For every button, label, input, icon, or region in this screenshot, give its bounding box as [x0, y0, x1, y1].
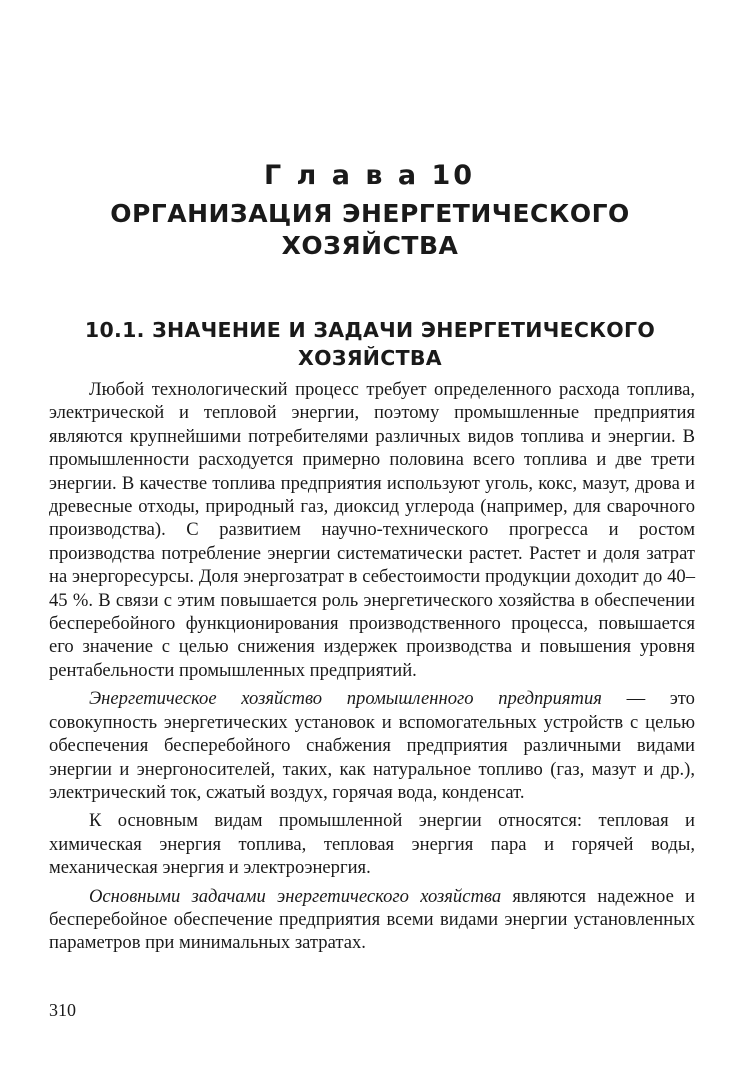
term-main-tasks: Основными задачами энергетического хозяйства	[89, 885, 502, 907]
paragraph-2	[49, 687, 695, 804]
paragraph-4-text: являются надежное и бесперебойное обеспечение предприятия всеми видами энергии установленных параметров при минимальных затратах.	[49, 885, 695, 954]
body-text	[49, 378, 695, 960]
section-title: 10.1. ЗНАЧЕНИЕ И ЗАДАЧИ ЭНЕРГЕТИЧЕСКОГО ХОЗЯЙСТВА	[84, 318, 656, 370]
chapter-title: ОРГАНИЗАЦИЯ ЭНЕРГЕТИЧЕСКОГО ХОЗЯЙСТВА	[110, 199, 630, 260]
paragraph-1: Любой технологический процесс требует определенного расхода топлива, электрической и тепловой энергии, поэтому промышленные предприятия являются крупнейшими потребителями различных видов топлива и энергии. В промышленности расходуется примерно половина всего топлива и две трети энергии. В качестве топлива предприятия используют уголь, кокс, мазут, дрова и древесные отходы, природный газ, диоксид углерода (например, для сварочного производства). С развитием научно-технического прогресса и ростом производства потребление энергии систематически растет. Растет и доля затрат на энергоресурсы. Доля энергозатрат в себестоимости продукции доходит до 40–45 %. В связи с этим повышается роль энергетического хозяйства в обеспечении бесперебойного функционирования производственного процесса, повышается его значение с целью снижения издержек производства и повышения уровня рентабельности промышленных предприятий.	[49, 379, 695, 681]
paragraph-2-text: — это совокупность энергетических установок и вспомогательных устройств с целью обеспечения бесперебойного снабжения предприятия различными видами энергии и энергоносителей, таких, как натуральное топливо (газ, мазут и др.), электрический ток, сжатый воздух, горячая вода, конденсат.	[49, 688, 695, 803]
page-number: 310	[49, 1000, 76, 1020]
paragraph-3: К основным видам промышленной энергии относятся: тепловая и химическая энергия топлива, тепловая энергия пара и горячей воды, механическая энергия и электроэнергия.	[49, 810, 695, 879]
paragraph-4	[49, 885, 695, 955]
term-energy-economy: Энергетическое хозяйство промышленного предприятия	[89, 688, 602, 710]
chapter-label: Г л а в а 10	[263, 160, 476, 191]
